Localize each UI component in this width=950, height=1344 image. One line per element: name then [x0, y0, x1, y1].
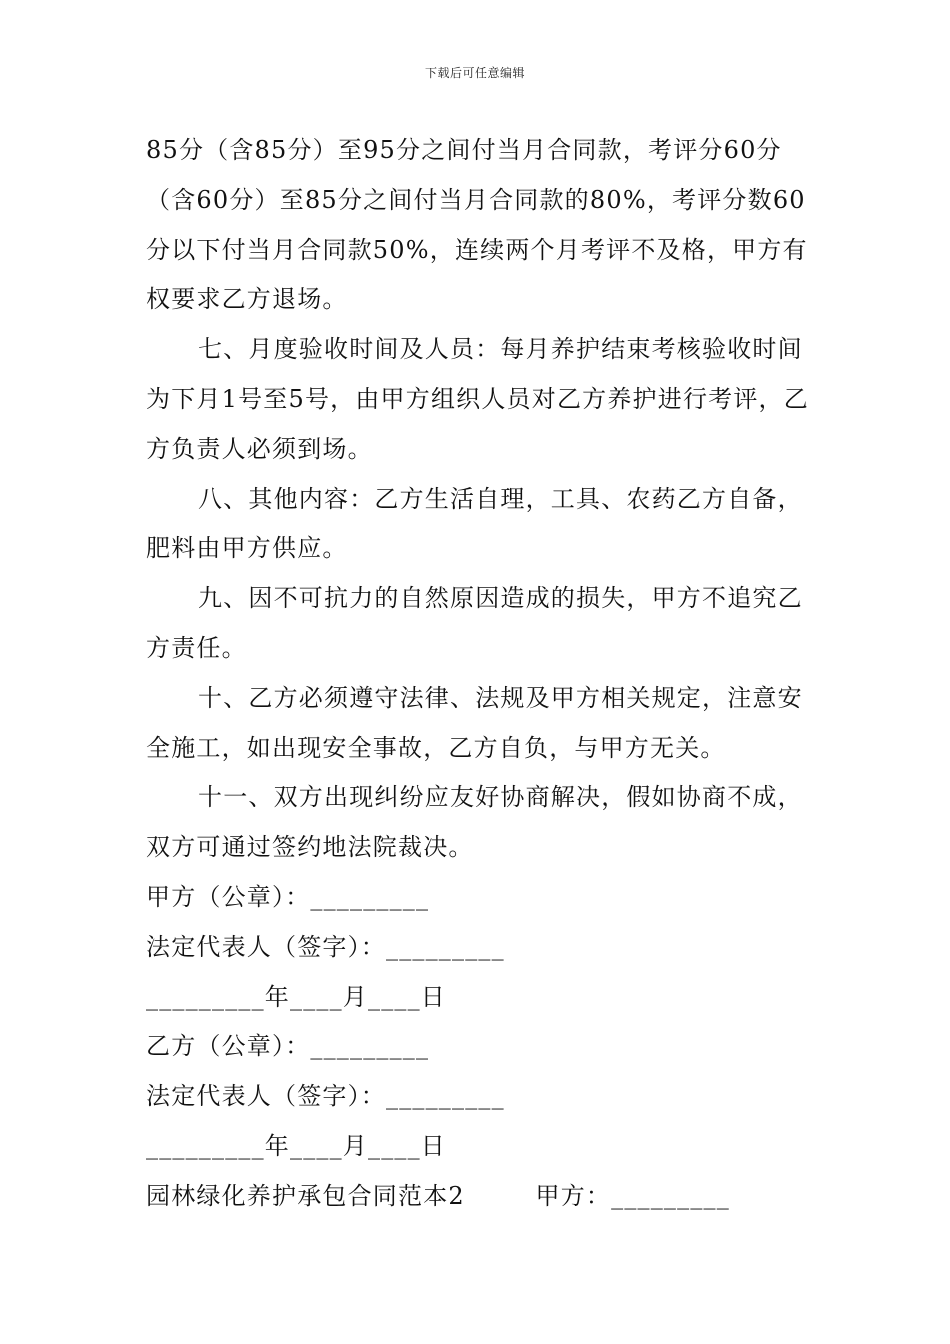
paragraph-payment-terms: 85分（含85分）至95分之间付当月合同款，考评分60分（含60分）至85分之间付当月合同款的80%，考评分数60分以下付当月合同款50%，连续两个月考评不及格，甲方有权要求乙方退场。 [146, 136, 808, 314]
party-a-date-line: _________年____月____日 [146, 982, 446, 1011]
next-contract-line [146, 1172, 814, 1222]
paragraph-clause-10: 十、乙方必须遵守法律、法规及甲方相关规定，注意安全施工，如出现安全事故，乙方自负，与甲方无关。 [146, 683, 803, 762]
party-a-seal-line: 甲方（公章）：_________ [146, 882, 430, 911]
party-b-date-line: _________年____月____日 [146, 1131, 446, 1160]
party-b-representative-line: 法定代表人（签字）：_________ [146, 1082, 505, 1111]
paragraph-clause-7: 七、月度验收时间及人员：每月养护结束考核验收时间为下月1号至5号，由甲方组织人员对乙方养护进行考评，乙方负责人必须到场。 [146, 335, 809, 463]
page-header: 下载后可任意编辑 [424, 66, 525, 80]
next-contract-title: 园林绿化养护承包合同范本2 [146, 1181, 465, 1210]
party-b-seal-line: 乙方（公章）：_________ [146, 1032, 430, 1061]
paragraph-clause-11: 十一、双方出现纠纷应友好协商解决，假如协商不成，双方可通过签约地法院裁决。 [146, 783, 803, 862]
next-contract-party-a: 甲方：_________ [535, 1181, 730, 1210]
party-a-representative-line: 法定代表人（签字）：_________ [146, 932, 505, 961]
document-body [146, 126, 814, 1222]
paragraph-clause-9: 九、因不可抗力的自然原因造成的损失，甲方不追究乙方责任。 [146, 584, 803, 662]
paragraph-clause-8: 八、其他内容：乙方生活自理，工具、农药乙方自备，肥料由甲方供应。 [146, 484, 803, 563]
